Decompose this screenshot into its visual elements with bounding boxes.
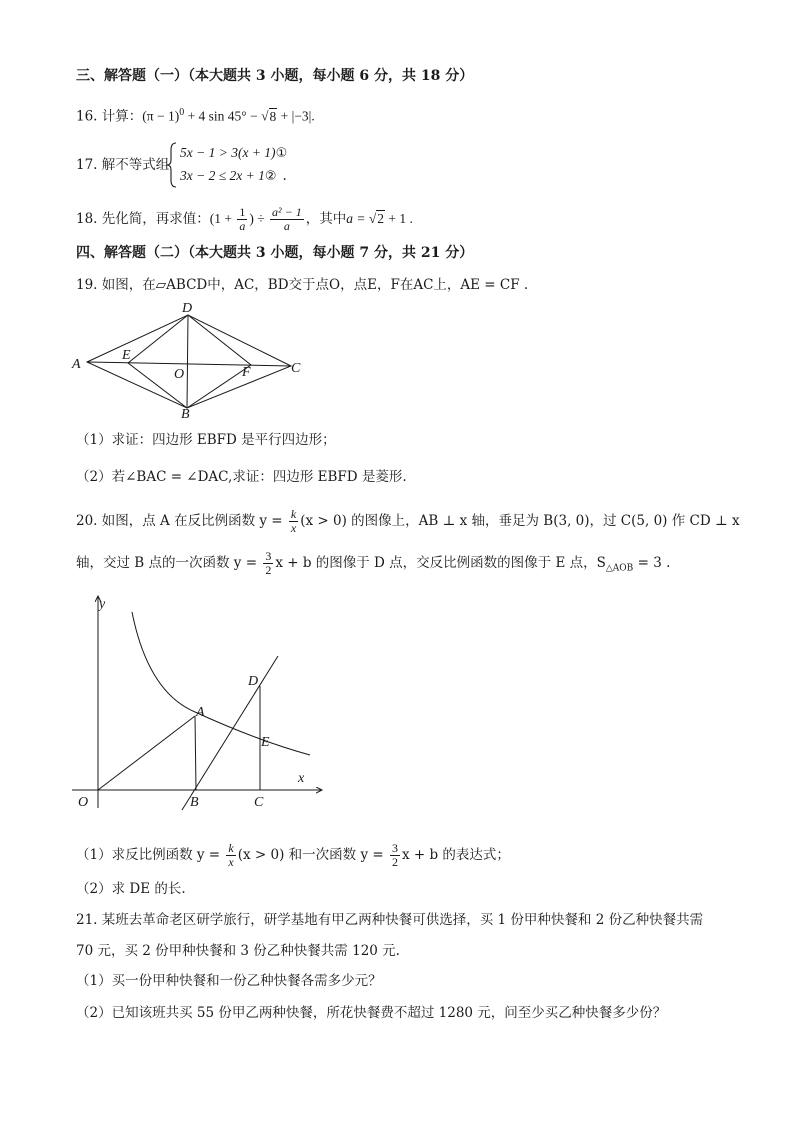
label-e: E — [122, 348, 131, 363]
q20-part-2: （2）求 DE 的长. — [76, 881, 186, 897]
quadrilateral-ebfd — [128, 315, 251, 408]
q17-label: 17. 解不等式组 — [76, 157, 170, 173]
parallelogram-abcd — [87, 315, 291, 408]
q18-label: 18. 先化简，再求值： — [76, 211, 210, 227]
label-c: C — [254, 795, 264, 810]
q17-inequality-1: 5x − 1 > 3(x + 1)① — [180, 145, 288, 161]
q19-parallelogram-figure — [70, 302, 310, 420]
q19-part-1: （1）求证：四边形 EBFD 是平行四边形； — [76, 432, 336, 448]
q20-part-1: （1）求反比例函数 y = $\frac{k}{x}$ (x > 0) 和一次函数 y = $\frac{3}{2}$ x + b 的表达式； — [76, 841, 510, 869]
q19-part-2: （2）若∠BAC = ∠DAC,求证：四边形 EBFD 是菱形. — [76, 469, 407, 485]
segment-ab — [195, 716, 196, 790]
q16-expr-c: + |−3|. — [277, 108, 315, 124]
q16-number: 16. 计算： — [76, 108, 143, 125]
label-d: D — [248, 674, 259, 689]
label-b: B — [190, 795, 199, 810]
inverse-proportional-curve — [132, 612, 310, 755]
label-a: A — [72, 357, 81, 372]
q20-stem-line-2: 轴，交过 B 点的一次函数 y = $\frac{3}{2}$ x + b 的图像于 D 点，交反比例函数的图像于 E 点，$S_{\triangle AOB} = 3$ . — [76, 549, 671, 577]
q20-fraction-3-over-2: $\frac{3}{2}$ — [265, 549, 272, 577]
label-b: B — [181, 407, 190, 420]
circled-1-icon: ① — [275, 146, 288, 161]
axis-label-y: y — [99, 597, 106, 612]
q17-brace — [166, 142, 178, 188]
axis-label-x: x — [298, 771, 305, 786]
q16-exponent: 0 — [179, 107, 185, 118]
q20-p1-fraction-k-over-x: $\frac{k}{x}$ — [228, 841, 234, 869]
q18-fraction-a2-1-over-a: $\frac{\text{a² − 1}}{a}$ — [272, 205, 302, 233]
q17-inequality-2: 3x − 2 ≤ 2x + 1② . — [180, 168, 287, 184]
diagonal-bd — [187, 315, 188, 408]
q16-sqrt-8: 8 — [269, 108, 277, 124]
q21-stem-line-1: 21. 某班去革命老区研学旅行，研学基地有甲乙两种快餐可供选择，买 1 份甲种快餐和 2 份乙种快餐共需 — [76, 912, 704, 928]
q16-expr-b: + 4 sin 45° − — [184, 108, 262, 124]
label-o: O — [174, 367, 185, 382]
label-o: O — [78, 795, 89, 810]
diagonal-ac — [87, 362, 291, 366]
label-c: C — [291, 361, 301, 376]
q20-stem-line-1: 20. 如图，点 A 在反比例函数 y = $\frac{k}{x}$ (x > 0) 的图像上，AB ⊥ x 轴，垂足为 B(3, 0)，过 C(5, 0) 作 CD ⊥ x — [76, 507, 740, 535]
q20-fraction-k-over-x: $\frac{k}{x}$ — [290, 507, 297, 535]
q21-stem-line-2: 70 元，买 2 份甲种快餐和 3 份乙种快餐共需 120 元. — [76, 943, 400, 959]
label-f: F — [242, 365, 251, 380]
question-16: 16. 计算：$(\pi - 1)^0 + 4$ sin 45° − √8 + |−3|. — [76, 107, 315, 125]
label-d: D — [182, 302, 193, 316]
label-e: E — [261, 735, 270, 750]
q21-part-2: （2）已知该班共买 55 份甲乙两种快餐，所花快餐费不超过 1280 元，问至少买乙种快餐多少份？ — [76, 1005, 667, 1021]
section-4-heading: 四、解答题（二）（本大题共 3 小题，每小题 7 分，共 21 分） — [76, 245, 474, 261]
q20-p1-fraction-3-over-2: $\frac{3}{2}$ — [391, 841, 398, 869]
q18-fraction-1-over-a: $\frac{1}{a}$ — [239, 205, 246, 233]
q16-expr-a: (π − 1) — [142, 108, 180, 124]
q18-sqrt-2: 2 — [377, 211, 385, 226]
linear-function-line — [182, 656, 278, 810]
section-3-heading: 三、解答题（一）（本大题共 3 小题，每小题 6 分，共 18 分） — [76, 68, 474, 84]
q21-part-1: （1）买一份甲种快餐和一份乙种快餐各需多少元？ — [76, 973, 382, 989]
segment-oa — [98, 716, 195, 790]
q19-stem: 19. 如图，在▱ABCD中，AC，BD交于点O，点E，F在AC上，AE = CF . — [76, 277, 529, 293]
label-a: A — [196, 705, 205, 720]
q20-function-graph — [70, 590, 330, 815]
question-18: 18. 先化简，再求值：(1 + $\frac{1}{a}$ ) ÷ $\frac{\text{a² − 1}}{a}$ ，其中a = √2 + 1 . — [76, 205, 413, 233]
circled-2-icon: ② — [264, 169, 277, 184]
